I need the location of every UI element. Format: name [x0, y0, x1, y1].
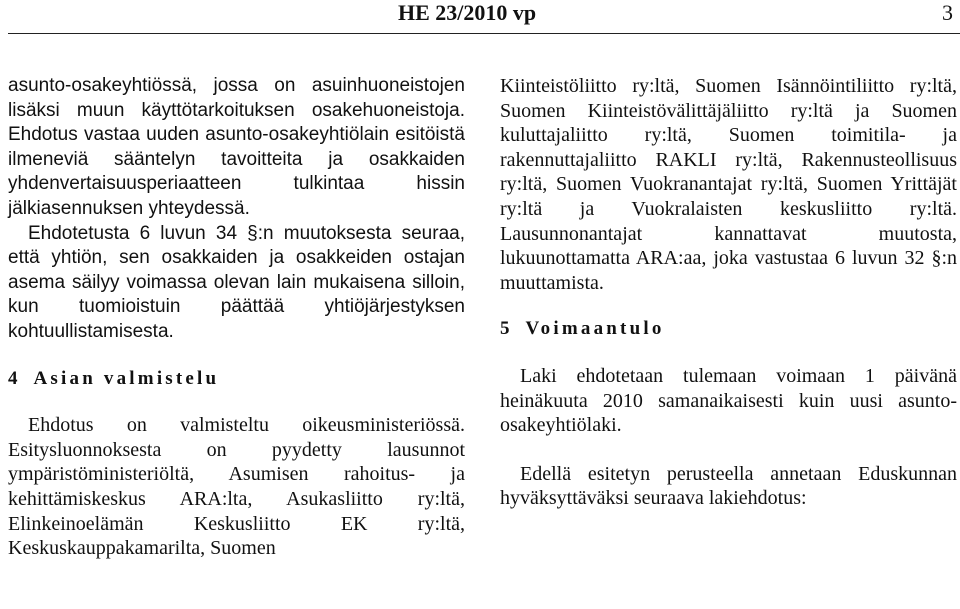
- paragraph-consultees: Kiinteistöliitto ry:ltä, Suomen Isännöintiliitto ry:ltä, Suomen Kiinteistövälittäjäliitto ry:ltä ja Suomen kuluttajaliitto ry:ltä, Suomen toimitila- ja rakennuttajaliitto RAKLI ry:ltä, Rakennusteollisuus ry:ltä, Suomen Vuokranantajat ry:ltä, Suomen Yrittäjät ry:ltä ja Vuokralaisten keskusliitto ry:ltä. Lausunnonantajat kannattavat muutosta, lukuunottamatta ARA:aa, joka vastustaa 6 luvun 32 §:n muuttamista.: [500, 75, 957, 294]
- section-heading-4: [8, 367, 465, 392]
- section-number: 5: [500, 318, 510, 340]
- section-heading-5: [500, 317, 957, 342]
- section-title: Asian valmistelu: [33, 367, 220, 389]
- paragraph-entry-into-force: Laki ehdotetaan tulemaan voimaan 1 päivänä heinäkuuta 2010 samanaikaisesti kuin uusi asunto-osakeyhtiölaki.: [500, 364, 957, 437]
- paragraph-continuation: asunto-osakeyhtiössä, jossa on asuinhuoneistojen lisäksi muun käyttötarkoituksen osakehuoneistoja. Ehdotus vastaa uuden asunto-osakeyhtiölain esitöistä ilmeneviä sääntelyn tavoitteita ja osakkaiden yhdenvertaisuusperiaatteen tulkintaa hissin jälkiasennuksen yhteydessä.: [8, 75, 465, 219]
- section-number: 4: [8, 367, 18, 389]
- left-column: [8, 74, 465, 561]
- paragraph-preparation: Ehdotus on valmisteltu oikeusministeriössä. Esitysluonnoksesta on pyydetty lausunnot ympäristöministeriöltä, Asumisen rahoitus- ja kehittämiskeskus ARA:lta, Asukasliitto ry:ltä, Elinkeinoelämän Keskusliitto EK ry:ltä, Keskuskauppakamarilta, Suomen: [8, 414, 465, 560]
- document-code: HE 23/2010 vp: [398, 0, 537, 25]
- right-column: [500, 74, 957, 511]
- header-rule: [8, 33, 960, 34]
- page-header: [0, 0, 960, 24]
- section-title: Voimaantulo: [525, 318, 665, 340]
- paragraph-proposal: Edellä esitetyn perusteella annetaan Eduskunnan hyväksyttäväksi seuraava lakiehdotus:: [500, 462, 957, 510]
- page-number: 3: [942, 0, 953, 25]
- paragraph-34-change: Ehdotetusta 6 luvun 34 §:n muutoksesta seuraa, että yhtiön, sen osakkaiden ja osakkeiden ostajan asema säilyy voimassa olevan lain mukaisena silloin, kun tuomioistuin päättää yhtiöjärjestyksen kohtuullistamisesta.: [8, 222, 465, 342]
